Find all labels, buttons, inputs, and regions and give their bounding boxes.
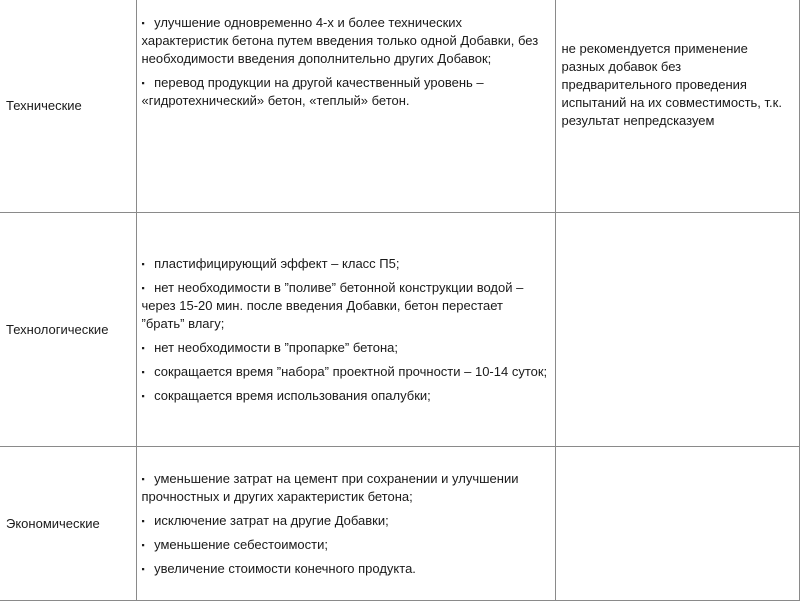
category-cell xyxy=(0,213,136,447)
note-cell xyxy=(555,213,799,447)
advantages-cell xyxy=(136,213,555,447)
bullet-icon: ▪ xyxy=(141,390,145,401)
table-row xyxy=(0,447,799,601)
advantages-cell xyxy=(136,447,555,601)
bullet-icon: ▪ xyxy=(141,342,145,353)
list-item: ▪ перевод продукции на другой качественный уровень – «гидротехнический» бетон, «теплый» бетон. xyxy=(141,75,484,108)
category-label: Технические xyxy=(6,98,82,113)
bullet-icon: ▪ xyxy=(141,539,145,550)
list-item: ▪ сокращается время ”набора” проектной прочности – 10-14 суток; xyxy=(141,363,548,379)
advantages-list xyxy=(142,470,549,578)
bullet-icon: ▪ xyxy=(141,18,145,28)
bullet-icon: ▪ xyxy=(141,563,145,574)
list-item: ▪ нет необходимости в ”пропарке” бетона; xyxy=(141,339,398,355)
category-label: Экономические xyxy=(6,515,100,531)
list-item: ▪ исключение затрат на другие Добавки; xyxy=(141,512,389,528)
note-cell xyxy=(555,0,799,213)
list-item: ▪ уменьшение себестоимости; xyxy=(141,536,328,552)
note-text: не рекомендуется применение разных добавок без предварительного проведения испытаний на их совместимость, т.к. результат непредсказуем xyxy=(561,41,782,128)
advantages-list xyxy=(142,255,549,405)
table-row xyxy=(0,213,799,447)
category-cell xyxy=(0,447,136,601)
table-row xyxy=(0,0,799,213)
bullet-icon: ▪ xyxy=(141,282,145,293)
list-item: ▪ нет необходимости в ”поливе” бетонной конструкции водой – через 15-20 мин. после введения Добавки, бетон перестает ”брать” влагу; xyxy=(141,279,524,331)
advantages-list xyxy=(142,14,549,110)
list-item: ▪ сокращается время использования опалубки; xyxy=(141,387,431,403)
bullet-icon: ▪ xyxy=(141,366,145,377)
list-item: ▪ уменьшение затрат на цемент при сохранении и улучшении прочностных и других характеристик бетона; xyxy=(141,470,519,504)
bullet-icon: ▪ xyxy=(141,78,145,88)
list-item: ▪ увеличение стоимости конечного продукта. xyxy=(141,560,416,576)
category-label: Технологические xyxy=(6,321,109,337)
bullet-icon: ▪ xyxy=(141,515,145,526)
list-item: ▪ улучшение одновременно 4-х и более технических характеристик бетона путем введения только одной Добавки, без необходимости введения дополнительно других Добавок; xyxy=(141,15,539,66)
list-item: ▪ пластифицирующий эффект – класс П5; xyxy=(141,255,400,271)
advantages-cell xyxy=(136,0,555,213)
bullet-icon: ▪ xyxy=(141,258,145,269)
bullet-icon: ▪ xyxy=(141,473,145,484)
category-cell xyxy=(0,0,136,213)
note-cell xyxy=(555,447,799,601)
